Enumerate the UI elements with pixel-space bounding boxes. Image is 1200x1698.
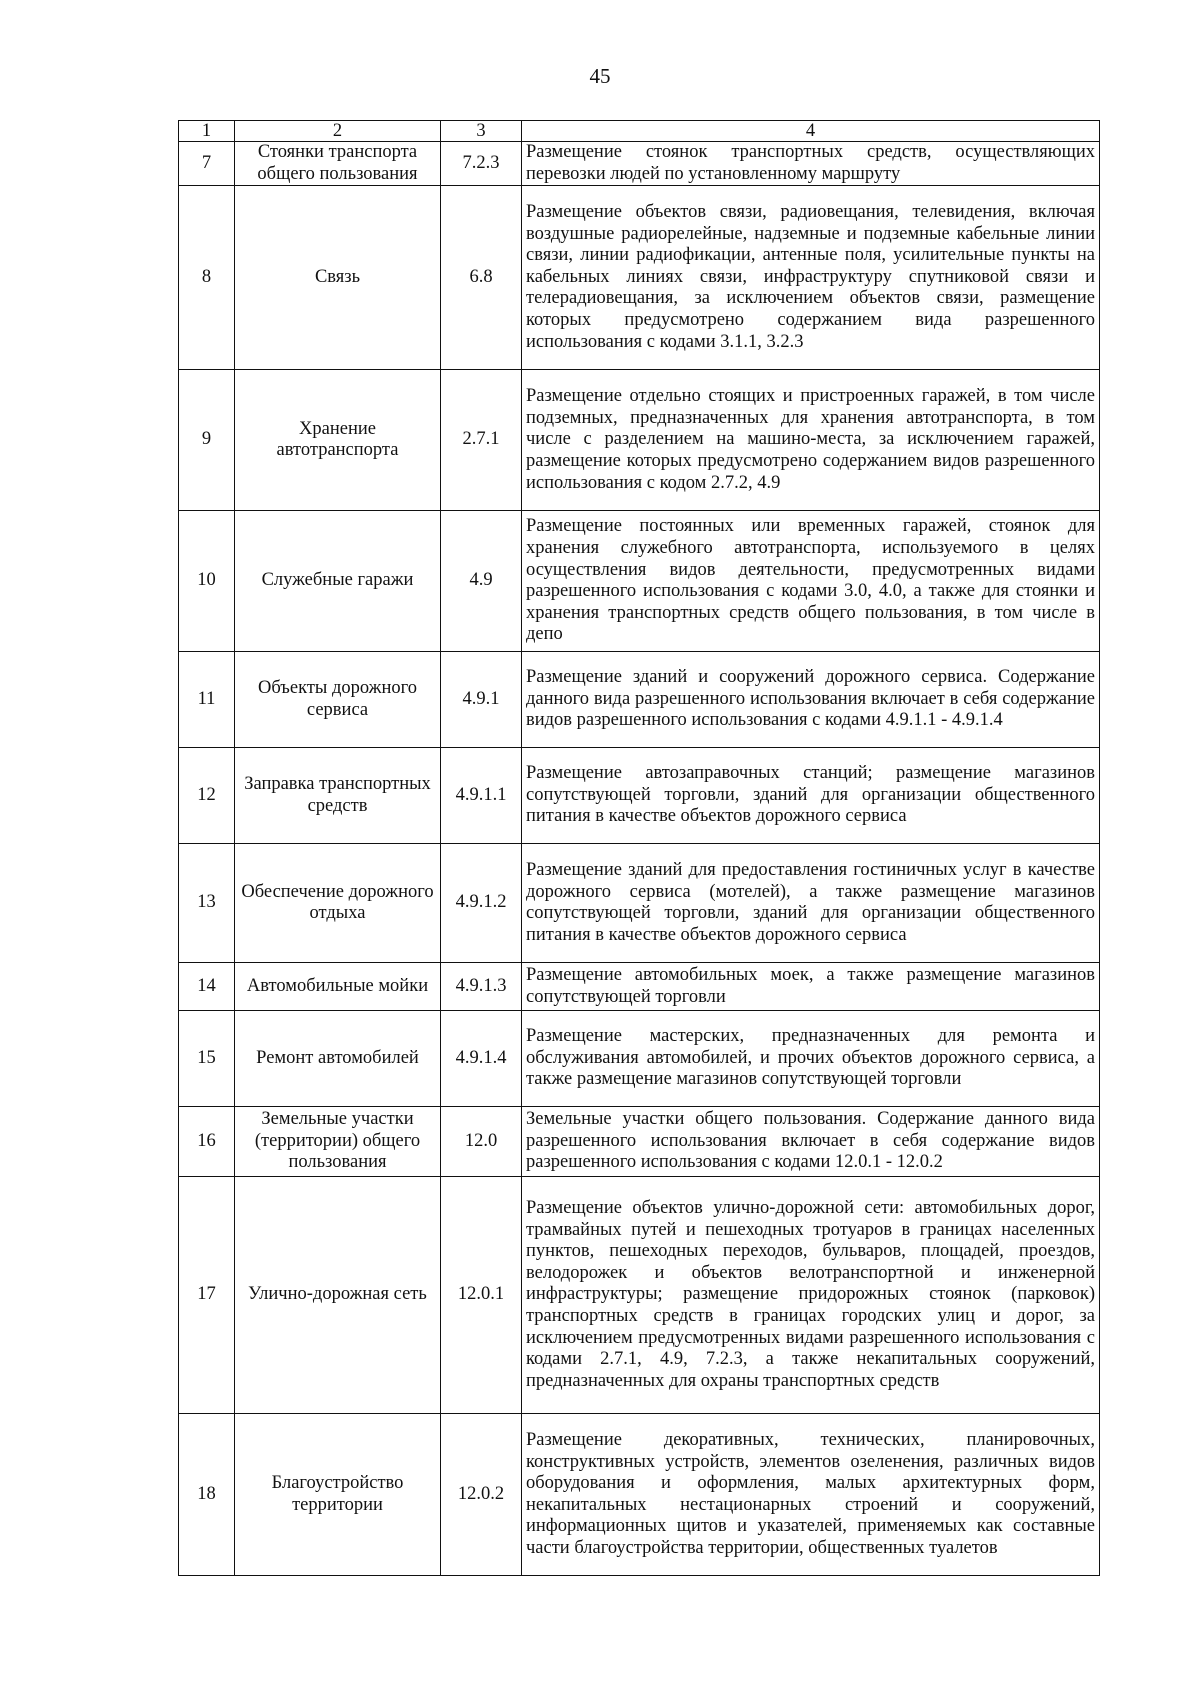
row-number: 10 [179,511,235,652]
use-type-name: Улично-дорожная сеть [235,1177,441,1414]
table-row [179,844,1100,963]
use-type-code: 4.9.1.3 [441,963,522,1011]
table-row [179,1414,1100,1576]
use-type-code: 7.2.3 [441,142,522,186]
row-number: 18 [179,1414,235,1576]
page-number: 45 [589,64,611,88]
use-type-description: Земельные участки общего пользования. Содержание данного вида разрешенного использования включает в себя содержание видов разрешенного использования с кодами 12.0.1 - 12.0.2 [522,1107,1100,1177]
row-number: 12 [179,748,235,844]
table-row [179,963,1100,1011]
row-number: 17 [179,1177,235,1414]
use-type-description: Размещение мастерских, предназначенных для ремонта и обслуживания автомобилей, и прочих объектов дорожного сервиса, а также размещение магазинов сопутствующей торговли [522,1011,1100,1107]
use-type-name: Служебные гаражи [235,511,441,652]
header-cell: 4 [522,121,1100,142]
row-number: 8 [179,186,235,370]
use-type-name: Автомобильные мойки [235,963,441,1011]
header-cell: 1 [179,121,235,142]
use-type-name: Заправка транспортных средств [235,748,441,844]
table-row [179,748,1100,844]
use-type-description: Размещение отдельно стоящих и пристроенных гаражей, в том числе подземных, предназначенных для хранения автотранспорта, в том числе с разделением на машино-места, за исключением гаражей, размещение которых предусмотрено содержанием видов разрешенного использования с кодом 2.7.2, 4.9 [522,370,1100,511]
use-type-name: Объекты дорожного сервиса [235,652,441,748]
use-type-name: Обеспечение дорожного отдыха [235,844,441,963]
use-type-description: Размещение зданий для предоставления гостиничных услуг в качестве дорожного сервиса (мотелей), а также размещение магазинов сопутствующей торговли, зданий для организации общественного питания в качестве объектов дорожного сервиса [522,844,1100,963]
use-type-code: 12.0.2 [441,1414,522,1576]
use-type-name: Стоянки транспорта общего пользования [235,142,441,186]
table-row [179,1011,1100,1107]
use-type-description: Размещение стоянок транспортных средств, осуществляющих перевозки людей по установленному маршруту [522,142,1100,186]
row-number: 7 [179,142,235,186]
use-type-code: 6.8 [441,186,522,370]
use-type-name: Ремонт автомобилей [235,1011,441,1107]
table-row [179,1107,1100,1177]
table-row [179,370,1100,511]
use-type-code: 4.9.1.2 [441,844,522,963]
table-row [179,1177,1100,1414]
use-type-code: 4.9 [441,511,522,652]
use-type-description: Размещение автозаправочных станций; размещение магазинов сопутствующей торговли, зданий для организации общественного питания в качестве объектов дорожного сервиса [522,748,1100,844]
table-row [179,652,1100,748]
use-type-code: 4.9.1 [441,652,522,748]
table-row [179,511,1100,652]
row-number: 11 [179,652,235,748]
row-number: 15 [179,1011,235,1107]
use-type-description: Размещение декоративных, технических, планировочных, конструктивных устройств, элементов озеленения, различных видов оборудования и оформления, малых архитектурных форм, некапитальных нестационарных строений и сооружений, информационных щитов и указателей, применяемых как составные части благоустройства территории, общественных туалетов [522,1414,1100,1576]
header-cell: 3 [441,121,522,142]
use-type-code: 4.9.1.1 [441,748,522,844]
table-header-row [179,121,1100,142]
use-type-description: Размещение объектов улично-дорожной сети: автомобильных дорог, трамвайных путей и пешеходных тротуаров в границах населенных пунктов, пешеходных переходов, бульваров, площадей, проездов, велодорожек и объектов велотранспортной и инженерной инфраструктуры; размещение придорожных стоянок (парковок) транспортных средств в границах городских улиц и дорог, за исключением предусмотренных видами разрешенного использования с кодами 2.7.1, 4.9, 7.2.3, а также некапитальных сооружений, предназначенных для охраны транспортных средств [522,1177,1100,1414]
use-type-code: 2.7.1 [441,370,522,511]
use-type-description: Размещение зданий и сооружений дорожного сервиса. Содержание данного вида разрешенного использования включает в себя содержание видов разрешенного использования с кодами 4.9.1.1 - 4.9.1.4 [522,652,1100,748]
row-number: 16 [179,1107,235,1177]
row-number: 13 [179,844,235,963]
use-type-description: Размещение автомобильных моек, а также размещение магазинов сопутствующей торговли [522,963,1100,1011]
use-type-name: Хранение автотранспорта [235,370,441,511]
use-type-name: Связь [235,186,441,370]
header-cell: 2 [235,121,441,142]
use-type-name: Благоустройство территории [235,1414,441,1576]
row-number: 14 [179,963,235,1011]
use-type-code: 12.0 [441,1107,522,1177]
use-type-description: Размещение объектов связи, радиовещания, телевидения, включая воздушные радиорелейные, надземные и подземные кабельные линии связи, линии радиофикации, антенные поля, усилительные пункты на кабельных линиях связи, инфраструктуру спутниковой связи и телерадиовещания, за исключением объектов связи, размещение которых предусмотрено содержанием вида разрешенного использования с кодами 3.1.1, 3.2.3 [522,186,1100,370]
table-row [179,142,1100,186]
use-type-name: Земельные участки (территории) общего пользования [235,1107,441,1177]
row-number: 9 [179,370,235,511]
table-row [179,186,1100,370]
land-use-table [178,120,1100,1576]
use-type-code: 12.0.1 [441,1177,522,1414]
use-type-code: 4.9.1.4 [441,1011,522,1107]
use-type-description: Размещение постоянных или временных гаражей, стоянок для хранения служебного автотранспорта, используемого в целях осуществления видов деятельности, предусмотренных видами разрешенного использования с кодами 3.0, 4.0, а также для стоянки и хранения транспортных средств общего пользования, в том числе в депо [522,511,1100,652]
